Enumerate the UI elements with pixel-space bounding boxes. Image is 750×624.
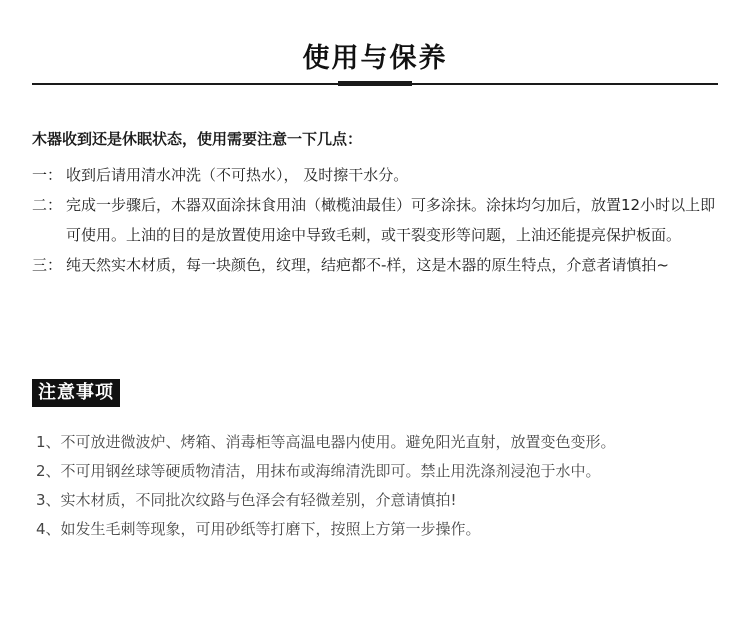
usage-marker: 三： xyxy=(32,256,63,274)
page-title: 使用与保养 xyxy=(302,43,448,74)
usage-list xyxy=(32,160,722,280)
usage-marker: 一： xyxy=(32,166,63,184)
usage-marker: 二： xyxy=(32,196,63,214)
usage-text: 纯天然实木材质，每一块颜色，纹理，结疤都不-样，这是木器的原生特点，介意者请慎拍~ xyxy=(66,256,669,274)
usage-text: 完成一步骤后，木器双面涂抹食用油（橄榄油最佳）可多涂抹。涂抹均匀加后，放置12小时以上即可使用。上油的目的是放置使用途中导致毛刺，或干裂变形等问题，上油还能提亮保护板面。 xyxy=(66,196,716,244)
notice-item: 4、如发生毛刺等现象，可用砂纸等打磨下，按照上方第一步操作。 xyxy=(36,520,481,538)
usage-item-1 xyxy=(32,160,722,190)
usage-text: 收到后请用清水冲洗（不可热水）， 及时擦干水分。 xyxy=(66,166,409,184)
notice-item: 1、不可放进微波炉、烤箱、消毒柜等高温电器内使用。避免阳光直射，放置变色变形。 xyxy=(36,433,616,451)
intro-text: 木器收到还是休眠状态，使用需要注意一下几点： xyxy=(32,130,363,148)
usage-item-3 xyxy=(32,250,722,280)
title-divider-accent xyxy=(338,81,412,86)
usage-item-2 xyxy=(32,190,722,250)
notice-heading-badge: 注意事项 xyxy=(32,379,120,407)
notice-item: 2、不可用钢丝球等硬质物清洁，用抹布或海绵清洗即可。禁止用洗涤剂浸泡于水中。 xyxy=(36,462,601,480)
notice-item: 3、实木材质，不同批次纹路与色泽会有轻微差别，介意请慎拍! xyxy=(36,491,457,509)
notice-list xyxy=(36,428,616,544)
